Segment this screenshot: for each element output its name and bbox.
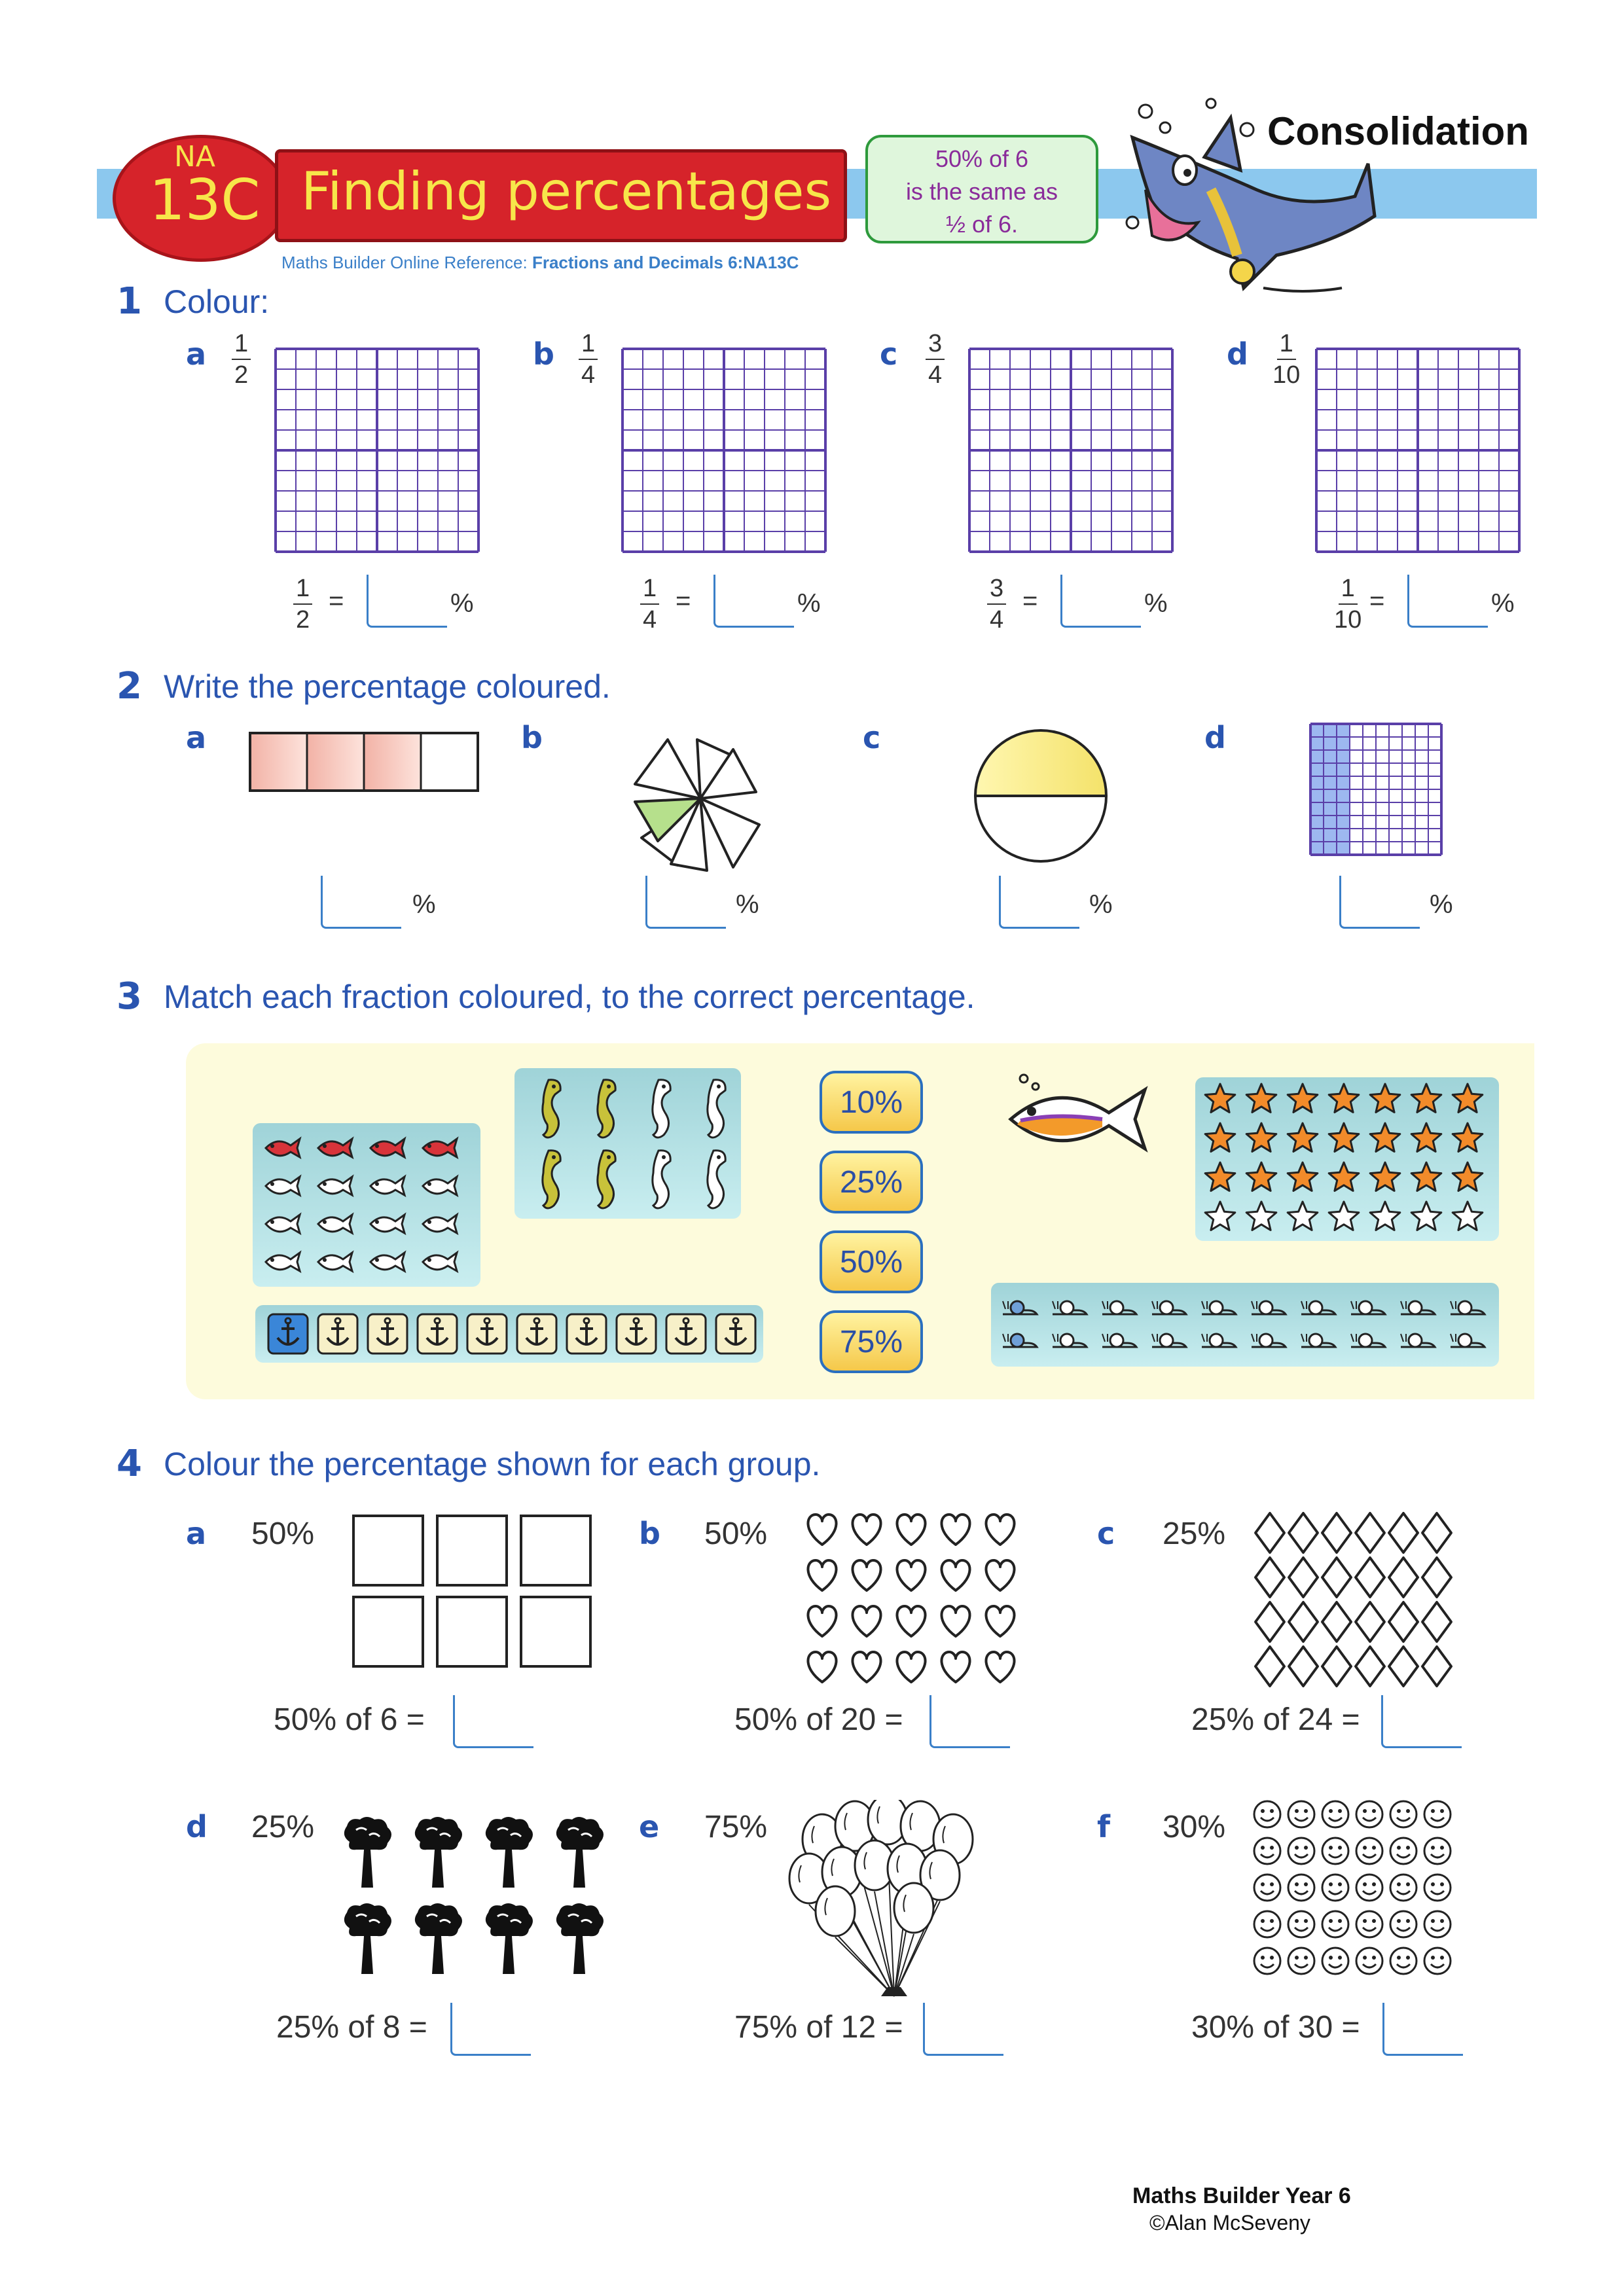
q4e-percent: 75% [704,1810,768,1844]
fraction-numerator: 3 [926,331,945,360]
speech-line-3: ½ of 6. [945,211,1019,238]
reference-prefix: Maths Builder Online Reference: [281,253,532,272]
q4b-letter: b [639,1516,660,1551]
q1b-colour-grid[interactable] [621,347,827,554]
q4-number: 4 [117,1443,142,1485]
q2-number: 2 [117,665,142,708]
match-seahorse-group[interactable] [514,1068,741,1219]
q2c-circle-diagram [971,726,1110,865]
q1a-answer-fraction [293,576,312,632]
q2-prompt: Write the percentage coloured. [164,668,611,705]
q1c-fraction [926,331,945,387]
q2d-letter: d [1204,720,1226,755]
q4d-answer-box[interactable] [450,2003,531,2056]
consolidation-label: Consolidation [1267,109,1529,153]
speech-line-1: 50% of 6 [935,145,1029,172]
q2b-pinwheel-diagram [628,726,785,877]
q4a-equation: 50% of 6 = [274,1702,425,1737]
fraction-numerator: 1 [232,331,251,360]
fraction-denominator: 2 [296,606,310,634]
q1a-letter: a [186,336,207,372]
q1a-unit: % [450,589,474,618]
q2d-hundred-grid-diagram [1309,723,1443,856]
fraction-denominator: 2 [234,361,249,389]
speech-bubble [865,135,1098,243]
match-fish-group[interactable] [253,1123,480,1287]
fraction-numerator: 1 [640,576,659,605]
q2b-letter: b [521,720,543,755]
match-snail-group[interactable] [991,1283,1499,1367]
q1d-answer-box[interactable] [1407,575,1488,628]
footer-book: Maths Builder Year 6 [1132,2183,1351,2208]
match-pill-75[interactable]: 75% [820,1310,923,1373]
reference-link[interactable]: Fractions and Decimals 6:NA13C [532,253,799,272]
q4e-equation: 75% of 12 = [734,2010,903,2045]
q1b-fraction [579,331,598,387]
q4d-trees-group[interactable] [334,1812,609,1982]
fraction-numerator: 1 [579,331,598,360]
q4b-hearts-group[interactable] [800,1504,1029,1694]
fraction-numerator: 3 [987,576,1006,605]
q1a-fraction [232,331,251,387]
q4c-letter: c [1097,1516,1115,1551]
q4e-balloons-group[interactable] [783,1800,1005,2003]
q2a-unit: % [412,890,436,919]
q4f-letter: f [1097,1809,1111,1844]
fraction-denominator: 4 [928,361,943,389]
match-single-fish[interactable] [1004,1067,1155,1158]
q4b-percent: 50% [704,1516,768,1551]
q2a-letter: a [186,720,207,755]
q1c-letter: c [880,336,898,372]
match-pill-25[interactable]: 25% [820,1151,923,1213]
q4c-equation: 25% of 24 = [1191,1702,1360,1737]
speech-line-2: is the same as [905,178,1058,205]
match-anchor-group[interactable] [255,1305,763,1363]
q4f-answer-box[interactable] [1382,2003,1463,2056]
match-pill-50[interactable]: 50% [820,1230,923,1293]
q4b-answer-box[interactable] [929,1695,1010,1748]
q1d-answer-fraction [1334,576,1362,632]
q1d-letter: d [1227,336,1248,372]
q4-prompt: Colour the percentage shown for each group. [164,1446,821,1482]
match-star-group[interactable] [1195,1077,1499,1241]
q2c-answer-box[interactable] [999,876,1079,929]
footer-copyright: ©Alan McSeveny [1149,2211,1310,2234]
q4f-equation: 30% of 30 = [1191,2010,1360,2045]
q1b-answer-fraction [640,576,659,632]
q2d-unit: % [1430,890,1453,919]
q4a-answer-box[interactable] [453,1695,533,1748]
q4d-letter: d [186,1809,208,1844]
online-reference [281,253,799,273]
q1c-unit: % [1144,589,1168,618]
lesson-code-main: 13C [149,168,261,233]
q1c-colour-grid[interactable] [967,347,1174,554]
q1b-unit: % [797,589,821,618]
page-title: Finding percentages [301,161,832,222]
q4a-squares-group[interactable] [351,1513,596,1670]
q4e-answer-box[interactable] [923,2003,1003,2056]
q3-number: 3 [117,975,142,1018]
q1c-equals-sign: = [1022,586,1038,615]
q2c-unit: % [1089,890,1113,919]
fraction-denominator: 4 [581,361,596,389]
q1-prompt: Colour: [164,283,270,320]
q2a-answer-box[interactable] [321,876,401,929]
match-pill-10[interactable]: 10% [820,1071,923,1134]
q1d-equals-sign: = [1369,586,1385,615]
lesson-code-top: NA [174,140,216,173]
fraction-numerator: 1 [293,576,312,605]
fraction-denominator: 4 [990,606,1004,634]
q1d-colour-grid[interactable] [1314,347,1521,554]
q2a-strip-diagram [249,732,479,793]
q2c-letter: c [863,720,881,755]
q2b-unit: % [736,890,759,919]
q4c-answer-box[interactable] [1381,1695,1462,1748]
q4a-percent: 50% [251,1516,315,1551]
q4f-smileys-group[interactable] [1250,1799,1460,1988]
q4d-equation: 25% of 8 = [276,2010,427,2045]
q1b-equals-sign: = [676,586,691,615]
q1b-letter: b [533,336,554,372]
q1a-equals-sign: = [329,586,344,615]
fraction-denominator: 10 [1272,361,1301,389]
fraction-denominator: 10 [1334,606,1362,634]
q4a-letter: a [186,1516,207,1551]
q4f-percent: 30% [1163,1810,1226,1844]
q4c-diamonds-group[interactable] [1250,1509,1460,1693]
fraction-denominator: 4 [643,606,657,634]
q1b-answer-box[interactable] [713,575,794,628]
fraction-numerator: 1 [1339,576,1358,605]
q1c-answer-fraction [987,576,1006,632]
q1a-colour-grid[interactable] [274,347,480,554]
q1d-unit: % [1491,589,1515,618]
q1d-fraction [1272,331,1300,387]
fraction-numerator: 1 [1277,331,1296,360]
q4b-equation: 50% of 20 = [734,1702,903,1737]
q2b-answer-box[interactable] [645,876,726,929]
q3-prompt: Match each fraction coloured, to the correct percentage. [164,978,975,1015]
q4e-letter: e [639,1809,660,1844]
q4c-percent: 25% [1163,1516,1226,1551]
q1-number: 1 [117,280,142,323]
q1c-answer-box[interactable] [1060,575,1141,628]
q4d-percent: 25% [251,1810,315,1844]
q1a-answer-box[interactable] [367,575,447,628]
q2d-answer-box[interactable] [1339,876,1420,929]
